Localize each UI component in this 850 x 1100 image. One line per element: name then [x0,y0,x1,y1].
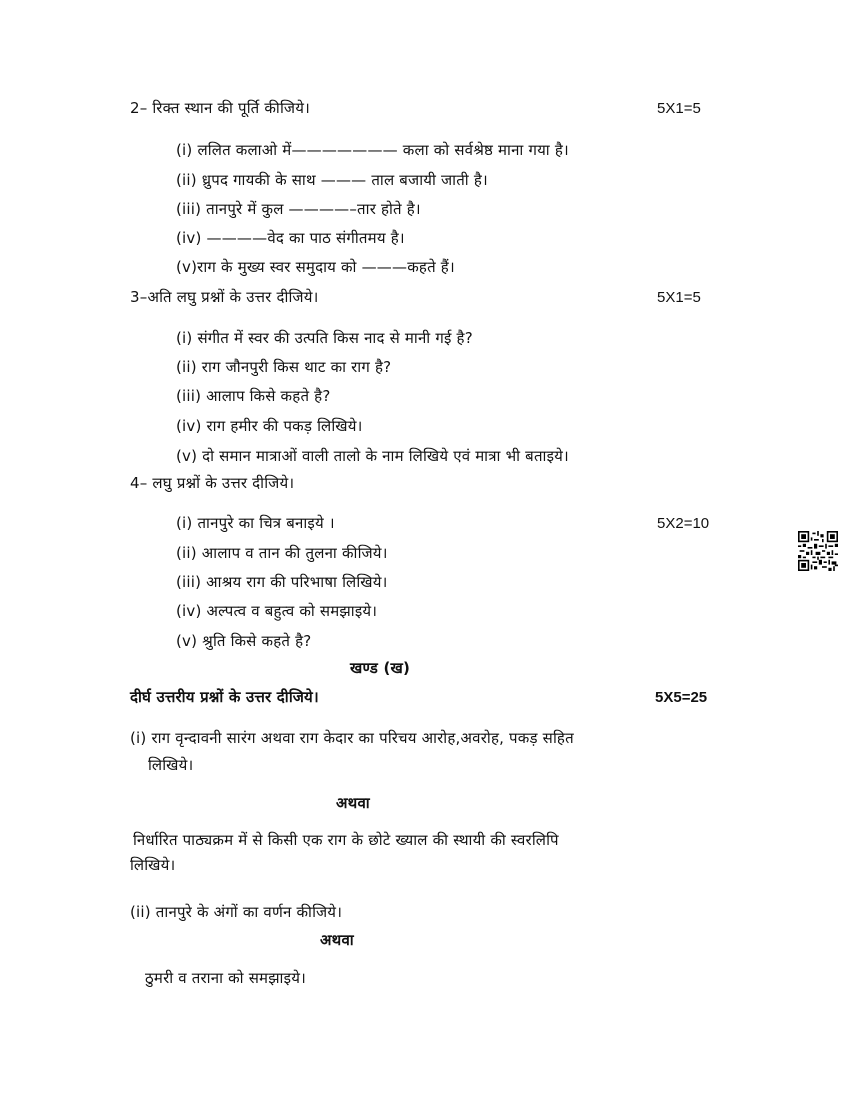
q3-item: (i) संगीत में स्वर की उत्पति किस नाद से मानी गई है? [176,329,473,347]
q2-item: (iii) तानपुरे में कुल ————–तार होते है। [176,200,421,218]
q3-marks: 5X1=5 [657,289,701,306]
qr-code-icon [798,531,838,571]
q2-item: (ii) ध्रुपद गायकी के साथ ——— ताल बजायी जाती है। [176,171,488,189]
q4-item: (i) तानपुरे का चित्र बनाइये । [176,514,335,532]
q4-item: (ii) आलाप व तान की तुलना कीजिये। [176,544,388,562]
alt1-line1: निर्धारित पाठ्यक्रम में से किसी एक राग के छोटे ख्याल की स्थायी की स्वरलिपि [133,831,559,849]
q4-heading: 4– लघु प्रश्नों के उत्तर दीजिये। [130,474,295,492]
q3-item: (iii) आलाप किसे कहते है? [176,387,331,405]
q4-item: (iii) आश्रय राग की परिभाषा लिखिये। [176,573,388,591]
q2-item: (i) ललित कलाओ में——————— कला को सर्वश्रेष्ठ माना गया है। [176,141,569,159]
section-b-heading: दीर्घ उत्तरीय प्रश्नों के उत्तर दीजिये। [130,688,319,706]
q2-item: (v)राग के मुख्य स्वर समुदाय को ———कहते हैं। [176,258,455,276]
q4-marks: 5X2=10 [657,515,710,532]
q3-item: (iv) राग हमीर की पकड़ लिखिये। [176,417,363,435]
long-q1-line1: (i) राग वृन्दावनी सारंग अथवा राग केदार का परिचय आरोह,अवरोह, पकड़ सहित [130,729,574,747]
q4-item: (iv) अल्पत्व व बहुत्व को समझाइये। [176,602,378,620]
q3-item: (ii) राग जौनपुरी किस थाट का राग है? [176,358,392,376]
section-b-title: खण्ड (ख) [350,659,411,677]
section-b-marks: 5X5=25 [655,689,708,706]
q4-item: (v) श्रुति किसे कहते है? [176,632,312,650]
q2-heading: 2– रिक्त स्थान की पूर्ति कीजिये। [130,99,310,117]
q3-heading: 3–अति लघु प्रश्नों के उत्तर दीजिये। [130,288,319,306]
q2-marks: 5X1=5 [657,100,701,117]
q2-item: (iv) ————वेद का पाठ संगीतमय है। [176,229,405,247]
long-q2: (ii) तानपुरे के अंगों का वर्णन कीजिये। [130,903,343,921]
or-label: अथवा [320,931,354,949]
alt2: ठुमरी व तराना को समझाइये। [145,969,306,987]
or-label: अथवा [336,794,370,812]
alt1-line2: लिखिये। [130,856,176,874]
q3-item: (v) दो समान मात्राओं वाली तालो के नाम लिखिये एवं मात्रा भी बताइये। [176,447,569,465]
long-q1-line2: लिखिये। [148,756,194,774]
